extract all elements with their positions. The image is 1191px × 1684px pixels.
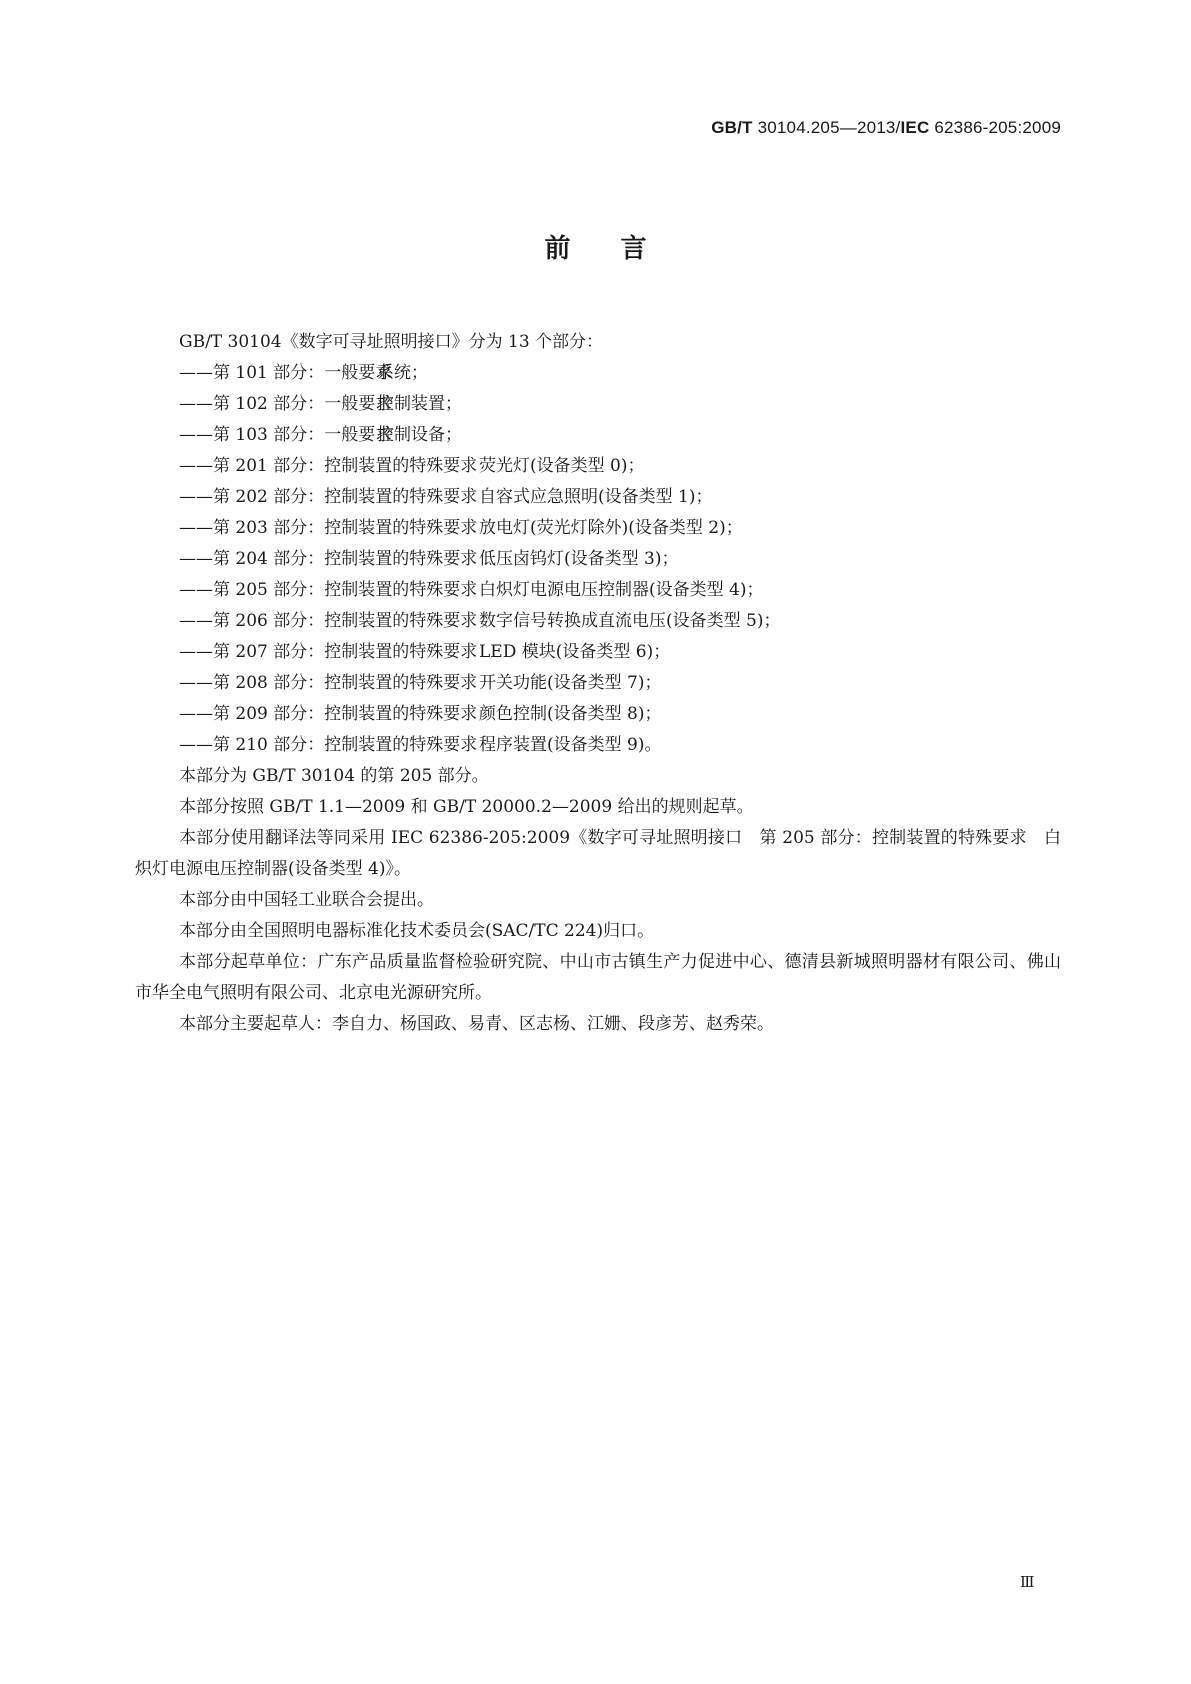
part-title: 控制设备；	[377, 425, 462, 445]
paragraph-drafting-units: 本部分起草单位：广东产品质量监督检验研究院、中山市古镇生产力促进中心、德清县新城照明器材有限公司、佛山市华全电气照明有限公司、北京电光源研究所。	[135, 952, 1061, 1003]
part-list-item	[135, 358, 1061, 389]
paragraph-drafters: 本部分主要起草人：李自力、杨国政、易青、区志杨、江姗、段彦芳、赵秀荣。	[179, 1014, 774, 1034]
part-head: ——第 103 部分：一般要求	[179, 425, 393, 445]
standard-code-header	[711, 118, 1061, 138]
part-head: ——第 204 部分：控制装置的特殊要求	[179, 549, 478, 569]
part-list-item	[135, 451, 1061, 482]
part-title: 低压卤钨灯(设备类型 3)；	[479, 549, 679, 569]
foreword-body	[135, 327, 1061, 1040]
part-list-item	[135, 668, 1061, 699]
standard-code-iec-number: 62386-205:2009	[929, 118, 1061, 137]
part-list-item	[135, 637, 1061, 668]
part-title: 系统；	[377, 363, 428, 383]
paragraph-proposer: 本部分由中国轻工业联合会提出。	[179, 890, 434, 910]
part-list-item	[135, 420, 1061, 451]
paragraph-committee: 本部分由全国照明电器标准化技术委员会(SAC/TC 224)归口。	[179, 921, 655, 941]
standard-code-iec: IEC	[900, 118, 930, 137]
standard-code-number: 30104.205—2013/	[752, 118, 901, 137]
part-title: 控制装置；	[377, 394, 462, 414]
paragraph-adoption: 本部分使用翻译法等同采用 IEC 62386-205:2009《数字可寻址照明接口 第 205 部分：控制装置的特殊要求 白炽灯电源电压控制器(设备类型 4)》。	[135, 828, 1061, 879]
part-list-item	[135, 575, 1061, 606]
part-head: ——第 102 部分：一般要求	[179, 394, 393, 414]
part-title: 白炽灯电源电压控制器(设备类型 4)；	[479, 580, 764, 600]
part-list-item	[135, 606, 1061, 637]
part-title: 颜色控制(设备类型 8)；	[479, 704, 662, 724]
part-title: 数字信号转换成直流电压(设备类型 5)；	[479, 611, 781, 631]
part-title: 开关功能(设备类型 7)；	[479, 673, 662, 693]
part-head: ——第 101 部分：一般要求	[179, 363, 393, 383]
intro-paragraph: GB/T 30104《数字可寻址照明接口》分为 13 个部分：	[179, 332, 604, 352]
paragraph-drafting-rules: 本部分按照 GB/T 1.1—2009 和 GB/T 20000.2—2009 给出的规则起草。	[179, 797, 754, 817]
standard-code-gbt: GB/T	[711, 118, 753, 137]
part-list-item	[135, 389, 1061, 420]
part-title: LED 模块(设备类型 6)；	[479, 642, 671, 662]
part-head: ——第 205 部分：控制装置的特殊要求	[179, 580, 478, 600]
part-head: ——第 203 部分：控制装置的特殊要求	[179, 518, 478, 538]
part-head: ——第 210 部分：控制装置的特殊要求	[179, 735, 478, 755]
part-head: ——第 208 部分：控制装置的特殊要求	[179, 673, 478, 693]
page-number: Ⅲ	[1020, 1573, 1035, 1591]
part-title: 程序装置(设备类型 9)。	[479, 735, 662, 755]
part-list-item	[135, 482, 1061, 513]
part-list-item	[135, 544, 1061, 575]
part-title: 放电灯(荧光灯除外)(设备类型 2)；	[479, 518, 743, 538]
part-title: 荧光灯(设备类型 0)；	[479, 456, 645, 476]
part-title: 自容式应急照明(设备类型 1)；	[479, 487, 713, 507]
part-head: ——第 206 部分：控制装置的特殊要求	[179, 611, 478, 631]
paragraph-part-number: 本部分为 GB/T 30104 的第 205 部分。	[179, 766, 489, 786]
part-head: ——第 209 部分：控制装置的特殊要求	[179, 704, 478, 724]
part-list-item	[135, 699, 1061, 730]
part-list-item	[135, 513, 1061, 544]
part-head: ——第 202 部分：控制装置的特殊要求	[179, 487, 478, 507]
part-list-item	[135, 730, 1061, 761]
part-head: ——第 201 部分：控制装置的特殊要求	[179, 456, 478, 476]
part-head: ——第 207 部分：控制装置的特殊要求	[179, 642, 478, 662]
page-title: 前言	[544, 234, 697, 264]
